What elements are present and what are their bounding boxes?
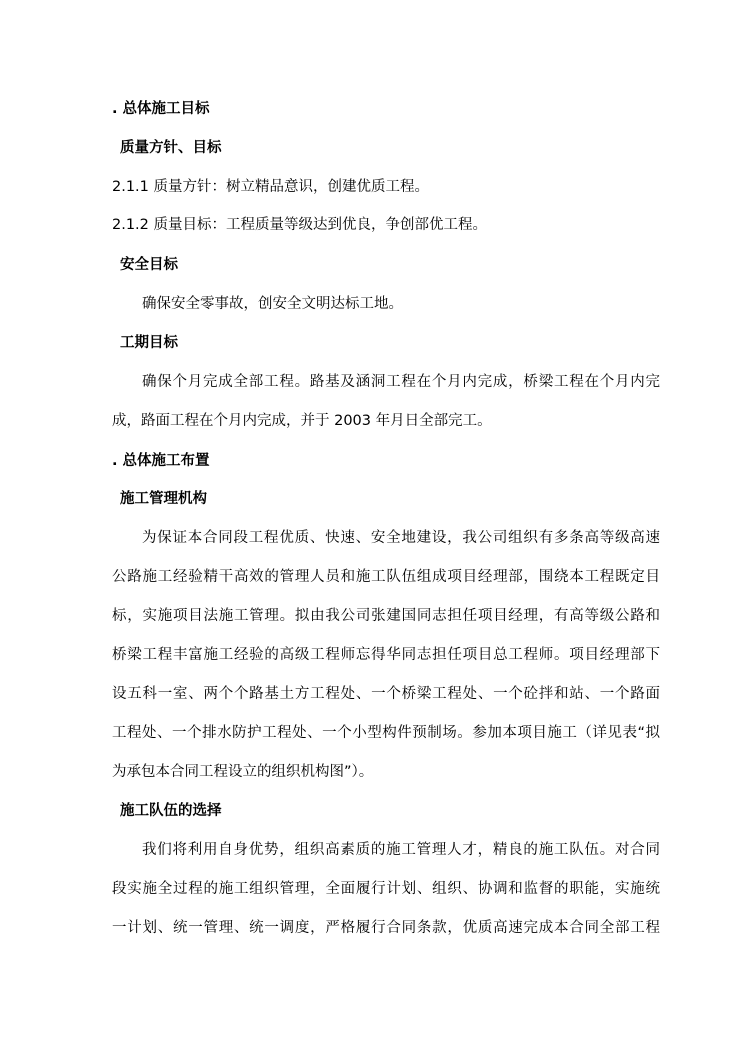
paragraph-team-line-1: 我们将利用自身优势，组织高素质的施工管理人才，精良的施工队伍。对合同 <box>142 842 660 858</box>
subheading-schedule: 工期目标 <box>120 335 178 351</box>
paragraph-team-line-3: 一计划、统一管理、统一调度，严格履行合同条款，优质高速完成本合同全部工程 <box>112 920 660 936</box>
paragraph-management-line-1: 为保证本合同段工程优质、快速、安全地建设，我公司组织有多条高等级高速 <box>142 530 660 546</box>
paragraph-management-line-7: 为承包本合同工程设立的组织机构图”）。 <box>112 764 374 780</box>
section-heading-overall-layout: . 总体施工布置 <box>112 453 210 469</box>
paragraph-management-line-5: 设五科一室、两个个路基土方工程处、一个桥梁工程处、一个砼拌和站、一个路面 <box>112 686 660 702</box>
paragraph-quality-policy: 2.1.1 质量方针：树立精品意识，创建优质工程。 <box>112 179 430 195</box>
paragraph-safety: 确保安全零事故，创安全文明达标工地。 <box>142 296 403 312</box>
subheading-team-selection: 施工队伍的选择 <box>120 803 222 819</box>
paragraph-schedule-line-1: 确保个月完成全部工程。路基及涵洞工程在个月内完成，桥梁工程在个月内完 <box>142 374 660 390</box>
paragraph-management-line-3: 标，实施项目法施工管理。拟由我公司张建国同志担任项目经理，有高等级公路和 <box>112 608 660 624</box>
subheading-management: 施工管理机构 <box>120 491 207 507</box>
paragraph-management-line-2: 公路施工经验精干高效的管理人员和施工队伍组成项目经理部，围绕本工程既定目 <box>112 569 660 585</box>
paragraph-quality-target: 2.1.2 质量目标：工程质量等级达到优良，争创部优工程。 <box>112 217 488 233</box>
paragraph-team-line-2: 段实施全过程的施工组织管理，全面履行计划、组织、协调和监督的职能，实施统 <box>112 881 660 897</box>
paragraph-schedule-line-2: 成，路面工程在个月内完成，并于 2003 年月日全部完工。 <box>112 413 492 429</box>
subheading-quality: 质量方针、目标 <box>120 140 222 156</box>
section-heading-overall-goals: . 总体施工目标 <box>112 101 210 117</box>
paragraph-management-line-6: 工程处、一个排水防护工程处、一个小型构件预制场。参加本项目施工（详见表“拟 <box>112 725 660 741</box>
paragraph-management-line-4: 桥梁工程丰富施工经验的高级工程师忘得华同志担任项目总工程师。项目经理部下 <box>112 647 660 663</box>
subheading-safety: 安全目标 <box>120 257 178 273</box>
